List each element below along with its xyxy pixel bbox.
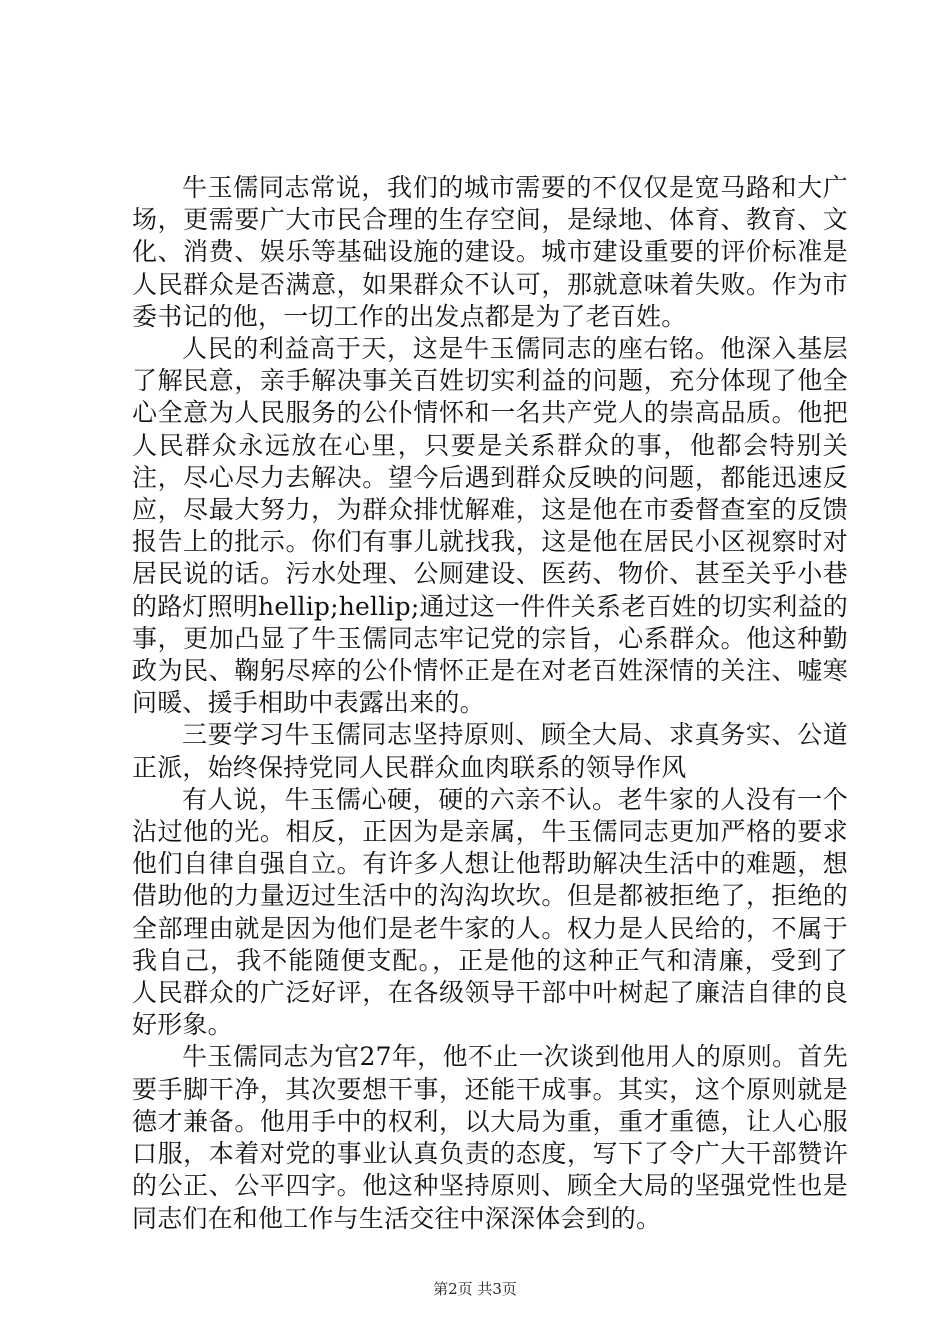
document-body [132, 172, 848, 1235]
paragraph-2: 人民的利益高于天，这是牛玉儒同志的座右铭。他深入基层了解民意，亲手解决事关百姓切实利益的问题，充分体现了他全心全意为人民服务的公仆情怀和一名共产党人的崇高品质。他把人民群众永远放在心里，只要是关系群众的事，他都会特别关注，尽心尽力去解决。望今后遇到群众反映的问题，都能迅速反应，尽最大努力，为群众排忧解难，这是他在市委督查室的反馈报告上的批示。你们有事儿就找我，这是他在居民小区视察时对居民说的话。污水处理、公厕建设、医药、物价、甚至关乎小巷的路灯照明hellip;hellip;通过这一件件关系老百姓的切实利益的事，更加凸显了牛玉儒同志牢记党的宗旨，心系群众。他这种勤政为民、鞠躬尽瘁的公仆情怀正是在对老百姓深情的关注、嘘寒问暖、援手相助中表露出来的。 [132, 334, 848, 718]
paragraph-4: 有人说，牛玉儒心硬，硬的六亲不认。老牛家的人没有一个沾过他的光。相反，正因为是亲属，牛玉儒同志更加严格的要求他们自律自强自立。有许多人想让他帮助解决生活中的难题，想借助他的力量迈过生活中的沟沟坎坎。但是都被拒绝了，拒绝的全部理由就是因为他们是老牛家的人。权力是人民给的，不属于我自己，我不能随便支配。，正是他的这种正气和清廉，受到了人民群众的广泛好评，在各级领导干部中叶树起了廉洁自律的良好形象。 [132, 784, 848, 1040]
paragraph-1: 牛玉儒同志常说，我们的城市需要的不仅仅是宽马路和大广场，更需要广大市民合理的生存空间，是绿地、体育、教育、文化、消费、娱乐等基础设施的建设。城市建设重要的评价标准是人民群众是否满意，如果群众不认可，那就意味着失败。作为市委书记的他，一切工作的出发点都是为了老百姓。 [132, 173, 848, 331]
page-number-footer: 第2页 共3页 [433, 1280, 517, 1298]
paragraph-3: 三要学习牛玉儒同志坚持原则、顾全大局、求真务实、公道正派，始终保持党同人民群众血肉联系的领导作风 [132, 720, 848, 782]
paragraph-5: 牛玉儒同志为官27年，他不止一次谈到他用人的原则。首先要手脚干净，其次要想干事，还能干成事。其实，这个原则就是德才兼备。他用手中的权利，以大局为重，重才重德，让人心服口服，本着对党的事业认真负责的态度，写下了令广大干部赞许的公正、公平四字。他这种坚持原则、顾全大局的坚强党性也是同志们在和他工作与生活交往中深深体会到的。 [132, 1042, 848, 1233]
